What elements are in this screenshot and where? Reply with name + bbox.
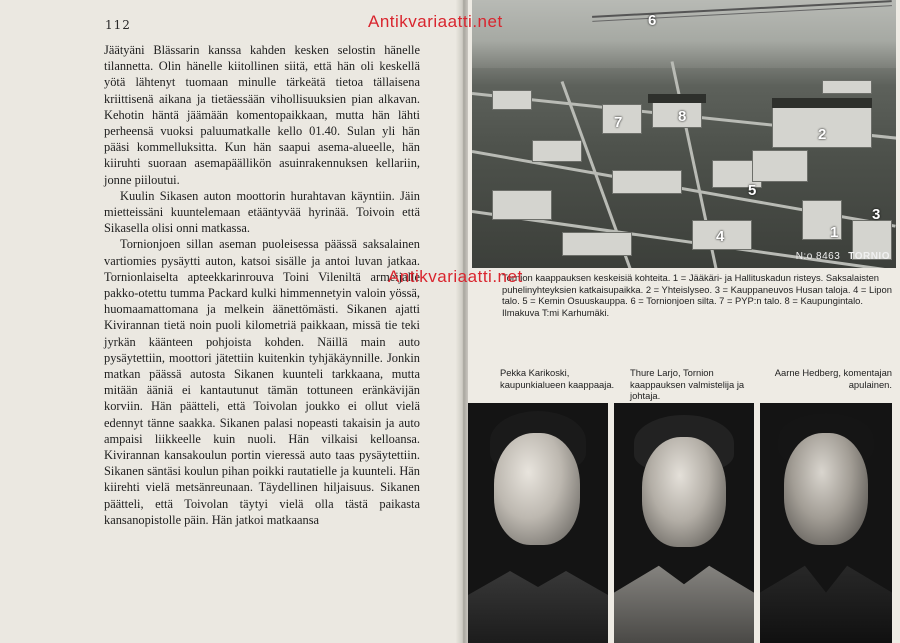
place-label: TORNIO	[848, 251, 890, 262]
building	[492, 90, 532, 110]
uniform	[468, 563, 608, 643]
face	[642, 437, 726, 547]
map-number: 3	[872, 206, 881, 223]
photo-id	[796, 251, 890, 262]
aerial-caption: Tornion kaappauksen keskeisiä kohteita. 1 = Jääkäri- ja Hallituskadun risteys. Saksalaisten puhelinyhteyksien katkaisupaikka. 2 = Yhteislyseo. 3 = Kauppaneuvos Husan taloja. 4 = Lipon talo. 5 = Kemin Osuuskauppa. 6 = Tornionjoen silta. 7 = PYP:n talo. 8 = Kaupungintalo. Ilmakuva T:mi Karhumäki.	[502, 272, 892, 318]
map-number: 5	[748, 182, 757, 199]
building	[562, 232, 632, 256]
suit	[760, 559, 892, 643]
paragraph: Tornionjoen sillan aseman puoleisessa päässä saksalainen vartiomies pysäytti auton, katsoi sisälle ja antoi luvan jatkaa. Tornionlaiselta apteekkarinrouva Toini Vileniltä armeijalle pakko-otettu tumma Packard kulki himmennetyin valoin yössä, huomaamattomana ja melkein äänettömästi. Sikanen ajatti Kivirannan tietä noin puoli kilometriä paikkaan, missä tie teki jyrkän käänteen pohjoista kohden. Näillä main auto pysäytettiin, moottori jätettiin kuitenkin tyhjäkäynnille. Jonkin matkan päässä autosta Sikanen kuunteli tarkkaana, mutta mitään ääniä ei kantautunut tämän tottuneen eränkävijän korviin. Hän päätteli, että Toivolan joukko ei ollut vielä edennyt tänne saakka. Sikanen palasi nopeasti takaisin ja auto ampaisi liikkeelle kuin nuoli. Hän vilkaisi kelloansa. Kivirannan kansakoulun portin vieressä auto taas pysäytettiin. Sikanen säntäsi koulun pihan poikki rautatielle ja kuunteli. Hän kiirehti vielä metsänreunaan. Täydellinen hiljaisuus. Sikanen päätteli, että Toivolan täytyi vielä olla tästä paikasta kansanopistolle päin. Hän jatkoi matkaansa	[104, 237, 420, 527]
face	[494, 433, 580, 545]
aerial-photo	[472, 0, 896, 268]
map-number: 6	[648, 12, 657, 29]
uniform	[614, 559, 754, 643]
building	[752, 150, 808, 182]
watermark: Antikvariaatti.net	[368, 12, 503, 31]
paragraph: Jäätyäni Blässarin kanssa kahden kesken selostin hänelle tilannetta. Olin hänelle kiitollinen siitä, että hän oli keskellä yötä lähtenyt tuomaan minulle tärkeätä tietoa tällaisena kriittisenä aikana ja tietäessään vihollisuuksien pian alkavan. Kehotin häntä jäämään komentopaikkaan, mutta hän lähti perheensä vuoksi paluumatkalle kello 01.40. Sulan yli hän pääsi kommelluksitta. Kun hän saapui asema-alueelle, hän kiiruhti suoraan asemapäällikön asuinrakennuksen kellariin, jonne piiloutui.	[104, 43, 420, 187]
map-number: 8	[678, 108, 687, 125]
map-number: 4	[716, 228, 725, 245]
portrait-photo	[760, 403, 892, 643]
body-text	[104, 42, 420, 528]
map-number: 2	[818, 126, 827, 143]
building	[612, 170, 682, 194]
portrait-caption: Pekka Karikoski, kaupunkialueen kaappaaja.	[500, 367, 615, 390]
photo-number: N:o 8463	[795, 251, 841, 262]
building	[532, 140, 582, 162]
face	[784, 433, 868, 545]
map-number: 1	[830, 224, 839, 241]
paragraph: Kuulin Sikasen auton moottorin hurahtavan käyntiin. Jäin mietteissäni kuuntelemaan etääntyvää hyrinää. Toivoin että Sikasella olisi onni matkassa.	[104, 188, 420, 236]
portrait-photo	[468, 403, 608, 643]
portrait-caption: Aarne Hedberg, komentajan apulainen.	[774, 367, 892, 390]
right-page	[468, 0, 900, 643]
watermark: Antikvariaatti.net	[388, 267, 523, 286]
portrait-caption: Thure Larjo, Tornion kaappauksen valmistelija ja johtaja.	[630, 367, 745, 402]
map-number: 7	[614, 114, 623, 131]
portrait-photo	[614, 403, 754, 643]
roof	[772, 98, 872, 108]
roof	[648, 94, 706, 103]
building	[652, 100, 702, 128]
building	[492, 190, 552, 220]
page-number: 112	[105, 18, 131, 32]
building	[822, 80, 872, 94]
